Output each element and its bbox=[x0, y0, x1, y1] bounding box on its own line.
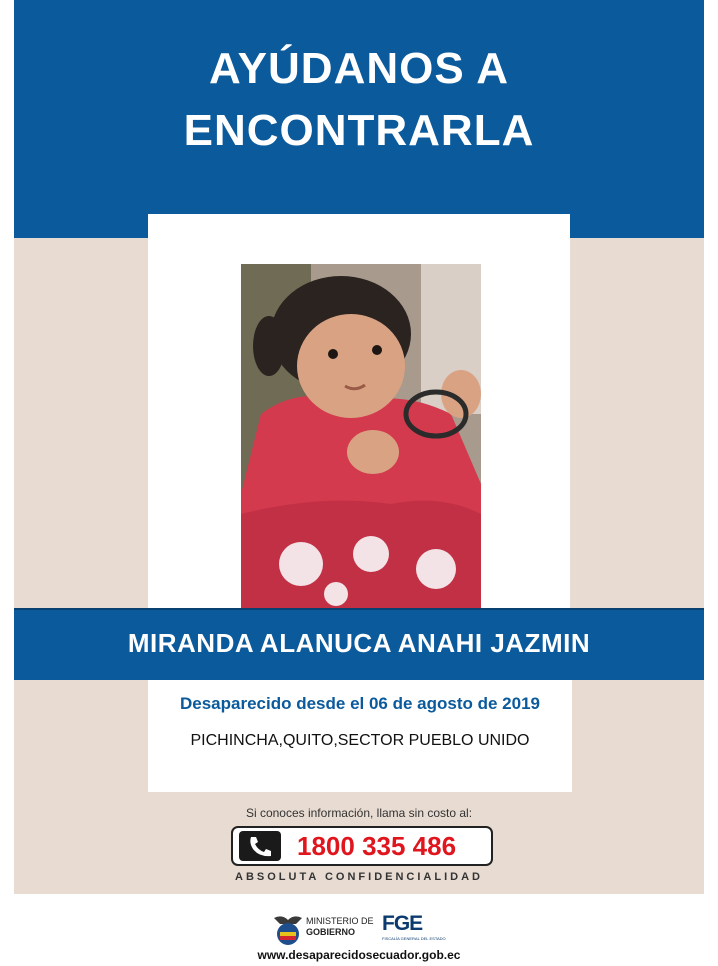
location: PICHINCHA,QUITO,SECTOR PUEBLO UNIDO bbox=[190, 732, 530, 749]
missing-person-photo bbox=[241, 264, 481, 608]
ministry-emblem-icon bbox=[272, 912, 304, 946]
fge-logo-text: FGE bbox=[382, 912, 423, 935]
headline-line-1: AYÚDANOS A bbox=[208, 44, 510, 93]
website-link[interactable]: www.desaparecidosecuador.gob.ec bbox=[257, 948, 461, 962]
confidentiality-note: ABSOLUTA CONFIDENCIALIDAD bbox=[235, 871, 483, 883]
person-name: MIRANDA ALANUCA ANAHI JAZMIN bbox=[127, 628, 591, 658]
fge-logo bbox=[382, 912, 446, 946]
fge-subtitle: FISCALÍA GENERAL DEL ESTADO bbox=[382, 936, 446, 941]
ministry-line-2: GOBIERNO bbox=[306, 927, 356, 937]
headline bbox=[14, 38, 704, 162]
call-instructions: Si conoces información, llama sin costo al: bbox=[245, 806, 473, 820]
phone-number[interactable]: 1800 335 486 bbox=[297, 831, 457, 861]
phone-icon bbox=[239, 831, 281, 861]
ministry-line-1: MINISTERIO DE bbox=[306, 916, 374, 926]
missing-since: Desaparecido desde el 06 de agosto de 2019 bbox=[180, 694, 540, 713]
headline-line-2: ENCONTRARLA bbox=[183, 106, 535, 155]
ministry-logo-text bbox=[306, 916, 374, 938]
footer-logos bbox=[272, 912, 447, 946]
